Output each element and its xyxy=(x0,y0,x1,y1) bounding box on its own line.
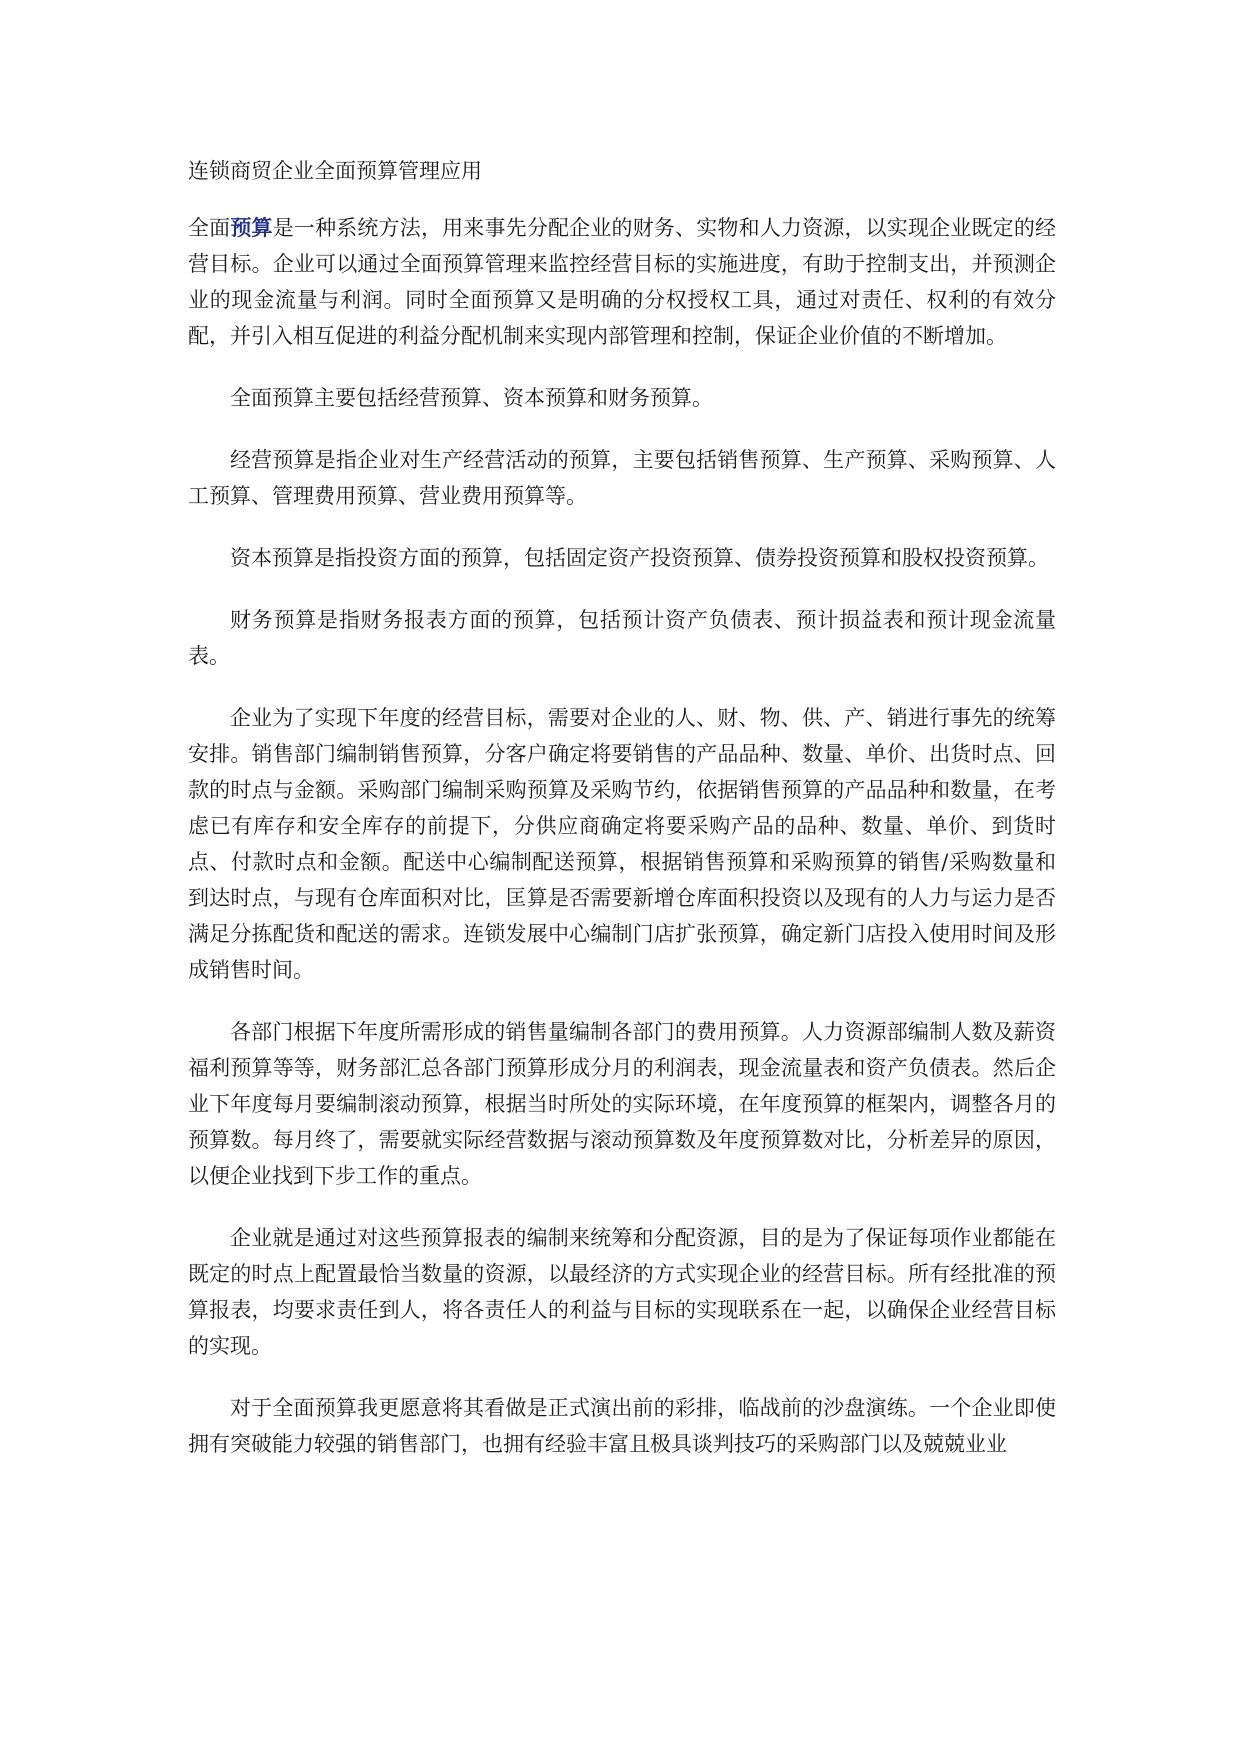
paragraph-3: 资本预算是指投资方面的预算，包括固定资产投资预算、债券投资预算和股权投资预算。 xyxy=(230,546,1049,570)
intro-prefix: 全面 xyxy=(188,216,231,240)
paragraph-4: 财务预算是指财务报表方面的预算，包括预计资产负债表、预计损益表和预计现金流量表。 xyxy=(188,608,1056,668)
paragraph-7: 企业就是通过对这些预算报表的编制来统筹和分配资源，目的是为了保证每项作业都能在既定的时点上配置最恰当数量的资源，以最经济的方式实现企业的经营目标。所有经批准的预算报表，均要求责任到人，将各责任人的利益与目标的实现联系在一起，以确保企业经营目标的实现。 xyxy=(188,1226,1056,1358)
paragraph-6: 各部门根据下年度所需形成的销售量编制各部门的费用预算。人力资源部编制人数及薪资福利预算等等，财务部汇总各部门预算形成分月的利润表，现金流量表和资产负债表。然后企业下年度每月要编制滚动预算，根据当时所处的实际环境，在年度预算的框架内，调整各月的预算数。每月终了，需要就实际经营数据与滚动预算数及年度预算数对比，分析差异的原因，以便企业找到下步工作的重点。 xyxy=(188,1020,1056,1188)
document-page xyxy=(188,0,1056,1754)
intro-rest: 是一种系统方法，用来事先分配企业的财务、实物和人力资源，以实现企业既定的经营目标。企业可以通过全面预算管理来监控经营目标的实施进度，有助于控制支出，并预测企业的现金流量与利润。同时全面预算又是明确的分权授权工具，通过对责任、权利的有效分配，并引入相互促进的利益分配机制来实现内部管理和控制，保证企业价值的不断增加。 xyxy=(188,216,1057,348)
intro-paragraph xyxy=(188,210,1056,354)
paragraph-8: 对于全面预算我更愿意将其看做是正式演出前的彩排，临战前的沙盘演练。一个企业即使拥有突破能力较强的销售部门，也拥有经验丰富且极具谈判技巧的采购部门以及兢兢业业 xyxy=(188,1396,1056,1456)
paragraph-5: 企业为了实现下年度的经营目标，需要对企业的人、财、物、供、产、销进行事先的统筹安排。销售部门编制销售预算，分客户确定将要销售的产品品种、数量、单价、出货时点、回款的时点与金额。采购部门编制采购预算及采购节约，依据销售预算的产品品种和数量，在考虑已有库存和安全库存的前提下，分供应商确定将要采购产品的品种、数量、单价、到货时点、付款时点和金额。配送中心编制配送预算，根据销售预算和采购预算的销售/采购数量和到达时点，与现有仓库面积对比，匡算是否需要新增仓库面积投资以及现有的人力与运力是否满足分拣配货和配送的需求。连锁发展中心编制门店扩张预算，确定新门店投入使用时间及形成销售时间。 xyxy=(188,706,1056,982)
paragraph-2: 经营预算是指企业对生产经营活动的预算，主要包括销售预算、生产预算、采购预算、人工预算、管理费用预算、营业费用预算等。 xyxy=(188,448,1056,508)
paragraph-1: 全面预算主要包括经营预算、资本预算和财务预算。 xyxy=(230,386,713,410)
keyword-link[interactable]: 预算 xyxy=(230,215,273,240)
document-body xyxy=(188,210,1056,1488)
document-title: 连锁商贸企业全面预算管理应用 xyxy=(188,159,482,183)
